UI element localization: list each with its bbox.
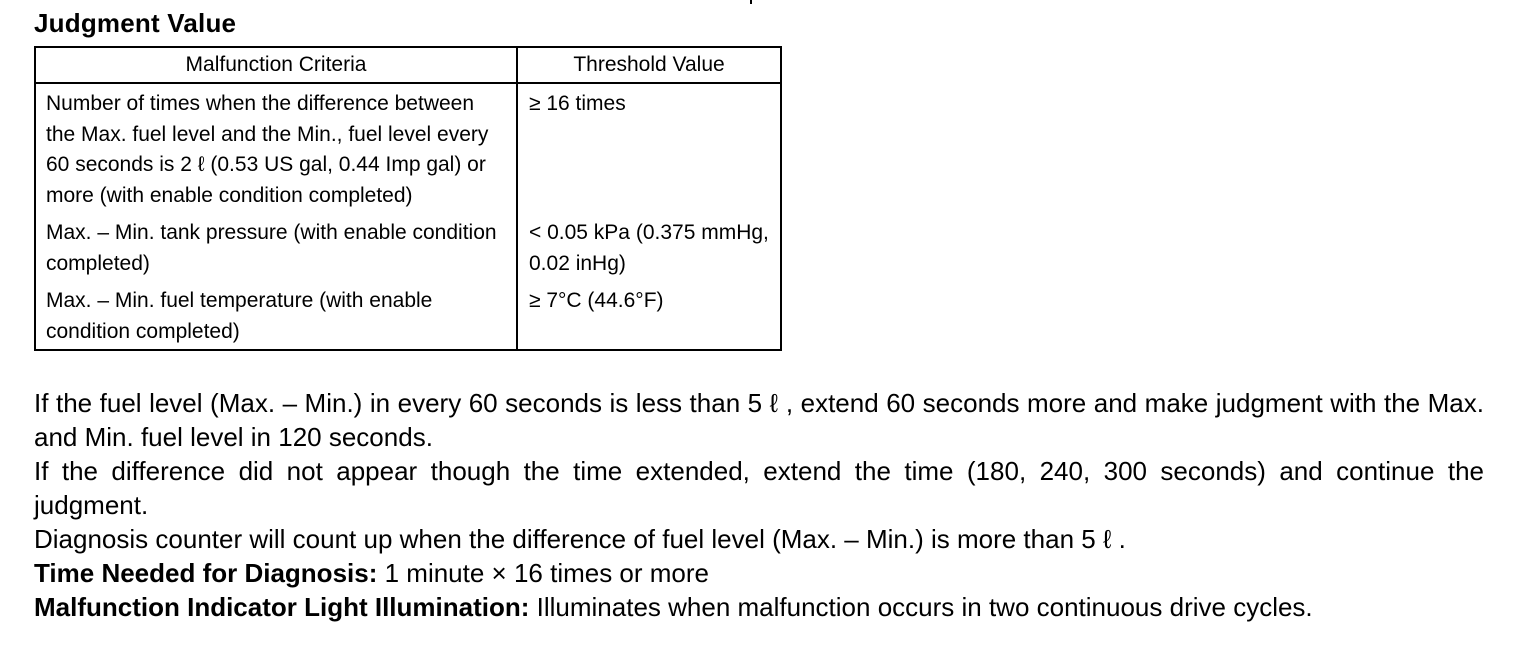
threshold-cell: ≥ 7°C (44.6°F) xyxy=(517,281,781,350)
notes-section xyxy=(34,386,1484,624)
section-heading: Judgment Value xyxy=(34,8,237,38)
header-malfunction-criteria: Malfunction Criteria xyxy=(35,47,517,83)
mil-label: Malfunction Indicator Light Illumination: xyxy=(34,592,530,622)
header-threshold-value: Threshold Value xyxy=(517,47,781,83)
threshold-cell: ≥ 16 times xyxy=(517,83,781,213)
table-header-row xyxy=(35,47,781,83)
criteria-cell: Max. – Min. fuel temperature (with enable condition completed) xyxy=(35,281,517,350)
judgment-table xyxy=(34,46,782,351)
mil-value: Illuminates when malfunction occurs in two continuous drive cycles. xyxy=(529,592,1313,622)
table-row xyxy=(35,281,781,350)
threshold-cell: < 0.05 kPa (0.375 mmHg, 0.02 inHg) xyxy=(517,213,781,281)
top-edge-mark xyxy=(750,0,752,4)
time-needed-value: 1 minute × 16 times or more xyxy=(377,558,710,588)
table-row xyxy=(35,83,781,213)
note-diagnosis-counter: Diagnosis counter will count up when the difference of fuel level (Max. – Min.) is more than 5 ℓ . xyxy=(34,524,1126,554)
note-extend-time: If the difference did not appear though the time extended, extend the time (180, 240, 300 seconds) and continue the judgment. xyxy=(34,456,1484,520)
time-needed-line xyxy=(34,556,1484,590)
criteria-cell: Max. – Min. tank pressure (with enable condition completed) xyxy=(35,213,517,281)
note-extend-60: If the fuel level (Max. – Min.) in every 60 seconds is less than 5 ℓ , extend 60 seconds more and make judgment with the Max. and Min. fuel level in 120 seconds. xyxy=(34,388,1484,452)
criteria-cell: Number of times when the difference between the Max. fuel level and the Min., fuel level every 60 seconds is 2 ℓ (0.53 US gal, 0.44 Imp gal) or more (with enable condition completed) xyxy=(35,83,517,213)
time-needed-label: Time Needed for Diagnosis: xyxy=(34,558,378,588)
mil-line xyxy=(34,590,1484,624)
table-row xyxy=(35,213,781,281)
